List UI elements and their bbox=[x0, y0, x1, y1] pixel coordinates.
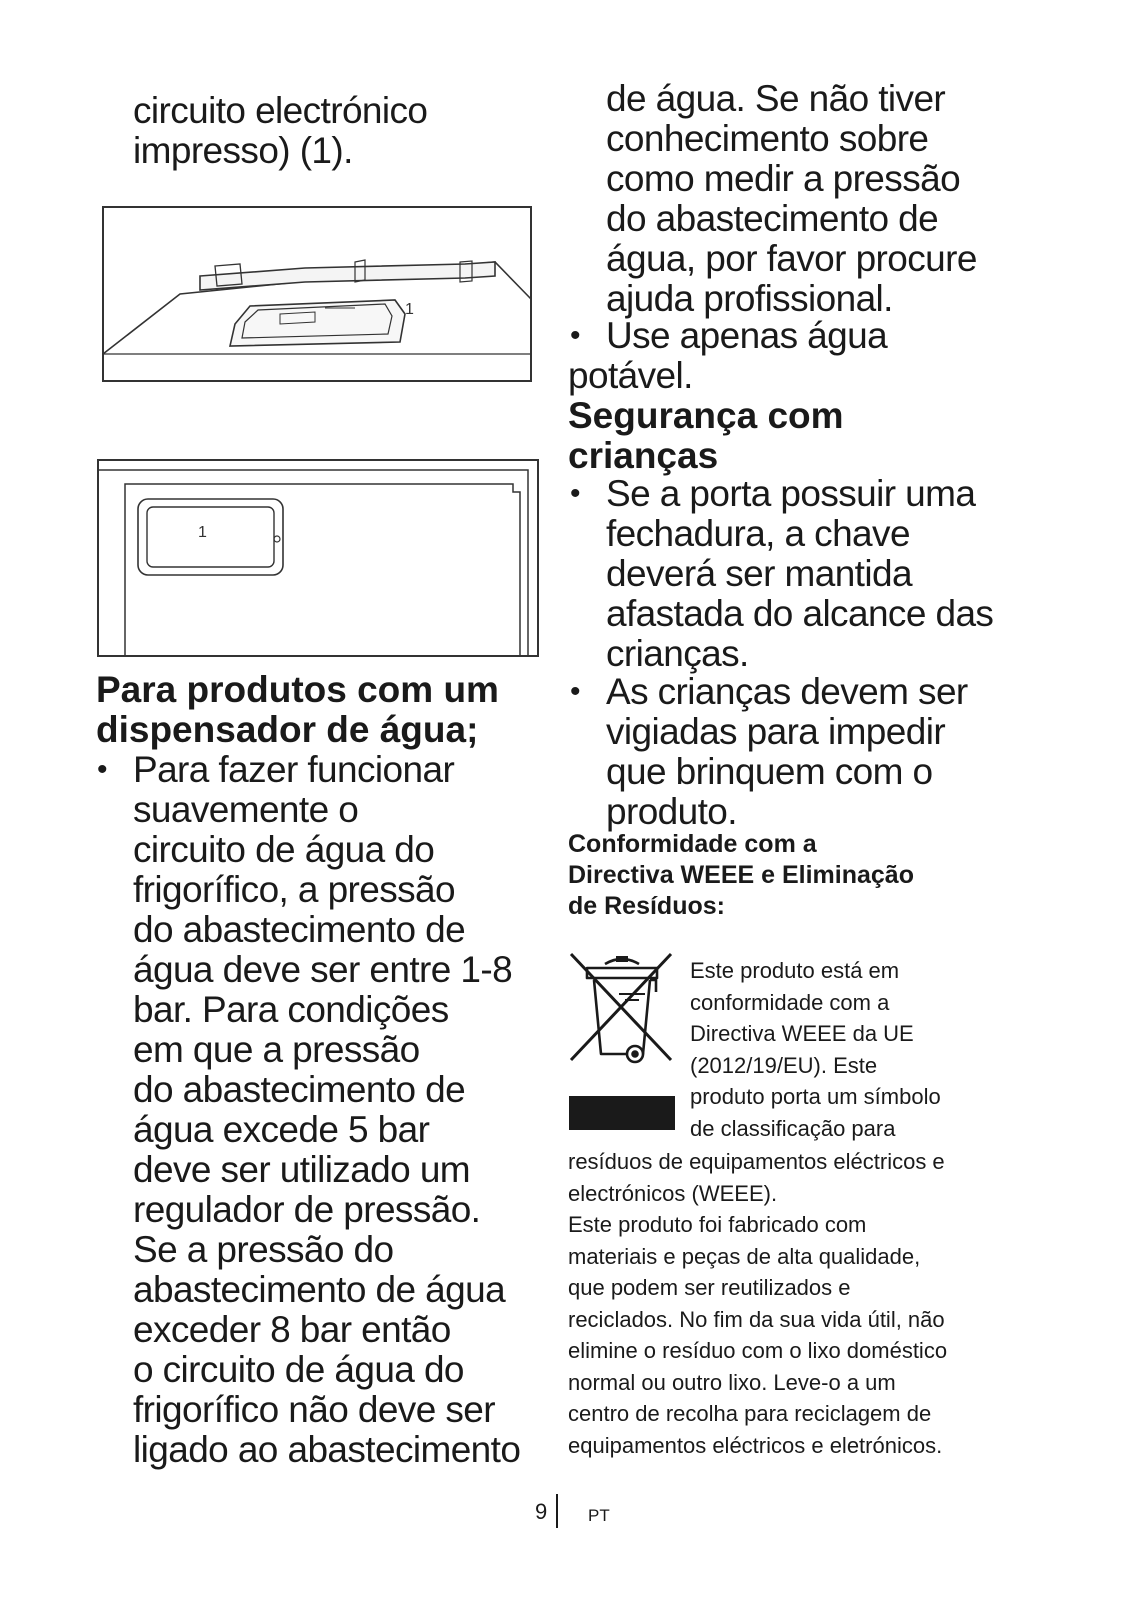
text-line: bar. Para condições bbox=[133, 989, 449, 1030]
text-line: produto porta um símbolo bbox=[690, 1084, 941, 1109]
weee-heading bbox=[568, 829, 914, 922]
text-line: exceder 8 bar então bbox=[133, 1309, 451, 1350]
crossed-out-wheeled-bin-icon bbox=[567, 948, 677, 1132]
water-pressure-bullet bbox=[133, 750, 520, 1470]
text-line: regulador de pressão. bbox=[133, 1189, 481, 1230]
text-line: impresso) (1). bbox=[133, 130, 353, 171]
text-line: suavemente o bbox=[133, 789, 359, 830]
text-line: vigiadas para impedir bbox=[606, 711, 946, 752]
bullet-marker: • bbox=[570, 477, 581, 510]
heading-line: Para produtos com um bbox=[96, 669, 499, 710]
child-supervision-bullet bbox=[606, 672, 968, 832]
bullet-marker: • bbox=[97, 753, 108, 786]
potable-water-cont: potável. bbox=[568, 355, 693, 396]
text-line: Se a pressão do bbox=[133, 1229, 394, 1270]
weee-text-full bbox=[568, 1146, 947, 1461]
heading-line: Conformidade com a bbox=[568, 830, 817, 858]
text-line: (2012/19/EU). Este bbox=[690, 1052, 878, 1078]
text-line: conformidade com a bbox=[690, 989, 890, 1015]
text-line: que brinquem com o bbox=[606, 751, 933, 792]
text-line: deverá ser mantida bbox=[606, 553, 912, 594]
text-line: Este produto foi fabricado com bbox=[568, 1212, 867, 1237]
heading-line: Directiva WEEE e Eliminação bbox=[568, 861, 914, 889]
figure-callout-1: 1 bbox=[405, 301, 414, 318]
text-line: normal ou outro lixo. Leve-o a um bbox=[568, 1369, 896, 1395]
text-line: produto. bbox=[606, 791, 737, 832]
text-line: Directiva WEEE da UE bbox=[690, 1021, 914, 1046]
text-line: água excede 5 bar bbox=[133, 1109, 430, 1150]
text-line: água deve ser entre 1-8 bbox=[133, 949, 513, 990]
text-line: materiais e peças de alta qualidade, bbox=[568, 1243, 921, 1269]
water-dispenser-heading bbox=[96, 670, 499, 750]
text-line: elimine o resíduo com o lixo doméstico bbox=[568, 1338, 948, 1363]
bullet-marker: • bbox=[570, 319, 581, 352]
weee-text-beside-icon bbox=[690, 955, 941, 1144]
text-line: circuito electrónico bbox=[133, 90, 428, 131]
child-lock-bullet bbox=[606, 474, 993, 674]
text-line: que podem ser reutilizados e bbox=[568, 1275, 851, 1300]
text-line: Se a porta possuir uma bbox=[606, 473, 976, 514]
text-line: ligado ao abastecimento bbox=[133, 1429, 521, 1470]
figure-circuit-top bbox=[100, 204, 534, 384]
bullet-marker: • bbox=[570, 675, 581, 708]
figure-circuit-front bbox=[95, 457, 541, 659]
heading-line: Segurança com bbox=[568, 395, 844, 436]
text-line: do abastecimento de bbox=[133, 909, 466, 950]
figure-callout-1: 1 bbox=[198, 524, 207, 541]
text-line: o circuito de água do bbox=[133, 1349, 464, 1390]
text-line: resíduos de equipamentos eléctricos e bbox=[568, 1149, 945, 1174]
text-line: ajuda profissional. bbox=[606, 278, 893, 319]
potable-water-bullet: Use apenas água bbox=[606, 315, 888, 356]
text-line: como medir a pressão bbox=[606, 158, 961, 199]
intro-text bbox=[133, 91, 427, 171]
text-line: em que a pressão bbox=[133, 1029, 420, 1070]
text-line: conhecimento sobre bbox=[606, 118, 929, 159]
heading-line: dispensador de água; bbox=[96, 709, 479, 750]
footer-divider bbox=[556, 1494, 558, 1528]
text-line: fechadura, a chave bbox=[606, 513, 910, 554]
text-line: Este produto está em bbox=[690, 958, 900, 983]
text-line: frigorífico, a pressão bbox=[133, 869, 456, 910]
text-line: água, por favor procure bbox=[606, 238, 977, 279]
text-line: equipamentos eléctricos e eletrónicos. bbox=[568, 1432, 943, 1458]
text-line: de classificação para bbox=[690, 1115, 896, 1141]
child-safety-heading bbox=[568, 396, 844, 476]
heading-line: de Resíduos: bbox=[568, 892, 725, 920]
text-line: do abastecimento de bbox=[133, 1069, 466, 1110]
text-line: As crianças devem ser bbox=[606, 671, 968, 712]
text-line: crianças. bbox=[606, 633, 749, 674]
text-line: deve ser utilizado um bbox=[133, 1149, 471, 1190]
text-line: frigorífico não deve ser bbox=[133, 1389, 495, 1430]
heading-line: crianças bbox=[568, 435, 719, 476]
text-line: circuito de água do bbox=[133, 829, 435, 870]
text-line: centro de recolha para reciclagem de bbox=[568, 1401, 932, 1426]
text-line: Para fazer funcionar bbox=[133, 749, 455, 790]
text-line: de água. Se não tiver bbox=[606, 78, 946, 119]
continued-text bbox=[606, 79, 977, 319]
text-line: electrónicos (WEEE). bbox=[568, 1180, 778, 1206]
page-number: 9 bbox=[535, 1499, 548, 1524]
language-code: PT bbox=[588, 1506, 610, 1525]
text-line: afastada do alcance das bbox=[606, 593, 994, 634]
text-line: reciclados. No fim da sua vida útil, não bbox=[568, 1306, 945, 1332]
text-line: abastecimento de água bbox=[133, 1269, 506, 1310]
text-line: do abastecimento de bbox=[606, 198, 939, 239]
